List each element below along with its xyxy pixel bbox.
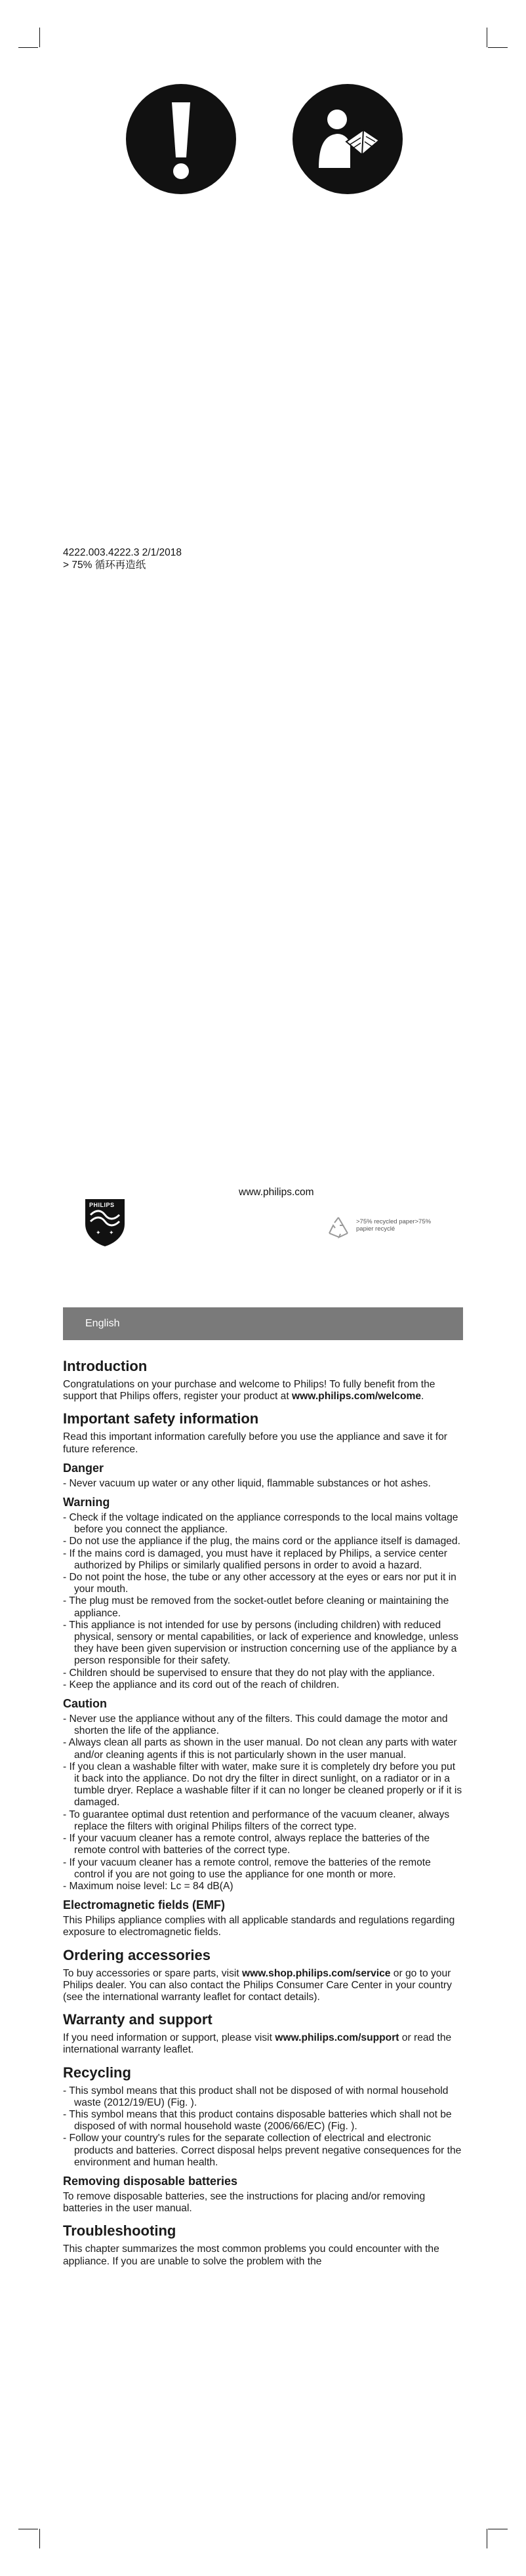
crop-mark [488, 47, 508, 48]
intro-text-b: . [421, 1391, 424, 1402]
intro-text-a: Congratulations on your purchase and welcome to Philips! To fully benefit from the support that Philips offers, register your product at [63, 1379, 435, 1402]
ordering-text-b: or go to your Philips dealer. You can also contact the Philips Consumer Care Center in your country (see the international warranty leaflet for contact details). [63, 1967, 452, 2003]
warranty-text [63, 2032, 463, 2056]
list-item: - Maximum noise level: Lc = 84 dB(A) [63, 1881, 463, 1892]
doc-code-line: 4222.003.4222.3 2/1/2018 [63, 547, 182, 558]
list-item: - This symbol means that this product contains disposable batteries which shall not be disposed of with normal household waste (2006/66/EC) (Fig. ). [63, 2109, 463, 2133]
philips-logo [81, 1195, 129, 1248]
section-title: Important safety information [63, 1410, 259, 1427]
warranty-text-b: or read the international warranty leaflet. [63, 2032, 452, 2056]
svg-text:✦: ✦ [96, 1229, 101, 1236]
caution-list [63, 1713, 463, 1892]
emf-text: This Philips appliance complies with all applicable standards and regulations regarding exposure to electromagnetic fields. [63, 1915, 455, 1938]
language-bar [63, 1307, 463, 1340]
list-item: - Never vacuum up water or any other liquid, flammable substances or hot ashes. [63, 1478, 463, 1490]
svg-text:✦: ✦ [109, 1229, 114, 1236]
support-link[interactable]: www.philips.com/support [275, 2032, 399, 2044]
recycle-note [356, 1218, 431, 1233]
section-title: Introduction [63, 1358, 148, 1374]
warranty-text-a: If you need information or support, please visit [63, 2032, 275, 2044]
list-item: - To guarantee optimal dust retention and performance of the vacuum cleaner, always replace the filters with original Philips filters of the correct type. [63, 1809, 463, 1833]
section-title: Warranty and support [63, 2011, 212, 2028]
batteries-text: To remove disposable batteries, see the instructions for placing and/or removing batteries in the user manual. [63, 2190, 426, 2215]
list-item: - Do not use the appliance if the plug, the mains cord or the appliance itself is damaged. [63, 1536, 463, 1547]
section-title: Recycling [63, 2064, 131, 2081]
section-title: Troubleshooting [63, 2222, 176, 2239]
brand-name: PHILIPS [89, 1202, 115, 1208]
subsection-title: Danger [63, 1461, 104, 1475]
recycle-note-line: >75% recycled paper>75% [356, 1218, 432, 1225]
intro-text [63, 1379, 463, 1402]
subsection-title: Caution [63, 1697, 107, 1711]
troubleshooting-text: This chapter summarizes the most common problems you could encounter with the appliance. If you are unable to solve the problem with the [63, 2243, 439, 2267]
list-item: - This symbol means that this product shall not be disposed of with normal household waste (2012/19/EU) (Fig. ). [63, 2085, 463, 2109]
crop-mark [39, 28, 40, 47]
crop-mark [18, 47, 38, 48]
list-item: - Children should be supervised to ensure that they do not play with the appliance. [63, 1667, 463, 1679]
recycling-list [63, 2085, 463, 2169]
list-item: - If your vacuum cleaner has a remote control, remove the batteries of the remote control if you are not going to use the appliance for one month or more. [63, 1857, 463, 1881]
crop-mark [39, 2529, 40, 2548]
read-manual-icon [293, 84, 403, 194]
manual-content [63, 1350, 463, 2268]
paper-note: > 75% 循环再造纸 [63, 560, 146, 571]
language-label: English [85, 1318, 120, 1329]
recycle-icon [326, 1215, 351, 1240]
document-code [63, 546, 182, 571]
list-item: - If you clean a washable filter with water, make sure it is completely dry before you put it back into the appliance. Do not dry the filter in direct sunlight, on a radiator or in a tumble dryer. Replace a washable filter if it can no longer be cleaned properly or if it is damaged. [63, 1761, 463, 1809]
list-item: - Always clean all parts as shown in the user manual. Do not clean any parts with water and/or cleaning agents if this is not particularly shown in the user manual. [63, 1737, 463, 1761]
website: www.philips.com [239, 1187, 314, 1198]
list-item: - Keep the appliance and its cord out of the reach of children. [63, 1679, 463, 1691]
ordering-text-a: To buy accessories or spare parts, visit [63, 1967, 242, 1979]
subsection-title: Electromagnetic fields (EMF) [63, 1898, 226, 1912]
list-item: - The plug must be removed from the socket-outlet before cleaning or maintaining the appliance. [63, 1595, 463, 1619]
subsection-title: Removing disposable batteries [63, 2174, 238, 2188]
section-title: Ordering accessories [63, 1946, 211, 1963]
list-item: - Check if the voltage indicated on the appliance corresponds to the local mains voltage before you connect the appliance. [63, 1512, 463, 1536]
list-item: - If your vacuum cleaner has a remote control, always replace the batteries of the remote control with batteries of the correct type. [63, 1833, 463, 1856]
safety-text: Read this important information carefully before you use the appliance and save it for future reference. [63, 1431, 447, 1455]
danger-list [63, 1478, 463, 1490]
list-item: - Never use the appliance without any of the filters. This could damage the motor and shorten the life of the appliance. [63, 1713, 463, 1737]
list-item: - Do not point the hose, the tube or any other accessory at the eyes or ears nor put it in your mouth. [63, 1572, 463, 1595]
list-item: - Follow your country's rules for the separate collection of electrical and electronic products and batteries. Correct disposal helps prevent negative consequences for the environment and human health. [63, 2133, 463, 2169]
subsection-title: Warning [63, 1496, 110, 1509]
ordering-text [63, 1968, 463, 2004]
recycle-note-line: papier recyclé [356, 1225, 395, 1233]
welcome-link[interactable]: www.philips.com/welcome [292, 1391, 422, 1402]
list-item: - If the mains cord is damaged, you must have it replaced by Philips, a service center authorized by Philips or similarly qualified persons in order to avoid a hazard. [63, 1548, 463, 1572]
warning-list [63, 1512, 463, 1691]
shop-link[interactable]: www.shop.philips.com/service [242, 1967, 391, 1979]
list-item: - This appliance is not intended for use by persons (including children) with reduced physical, sensory or mental capabilities, or lack of experience and knowledge, unless they have been given supervision or instruction concerning use of the appliance by a person responsible for their safety. [63, 1620, 463, 1667]
warning-exclamation-icon [126, 84, 236, 194]
